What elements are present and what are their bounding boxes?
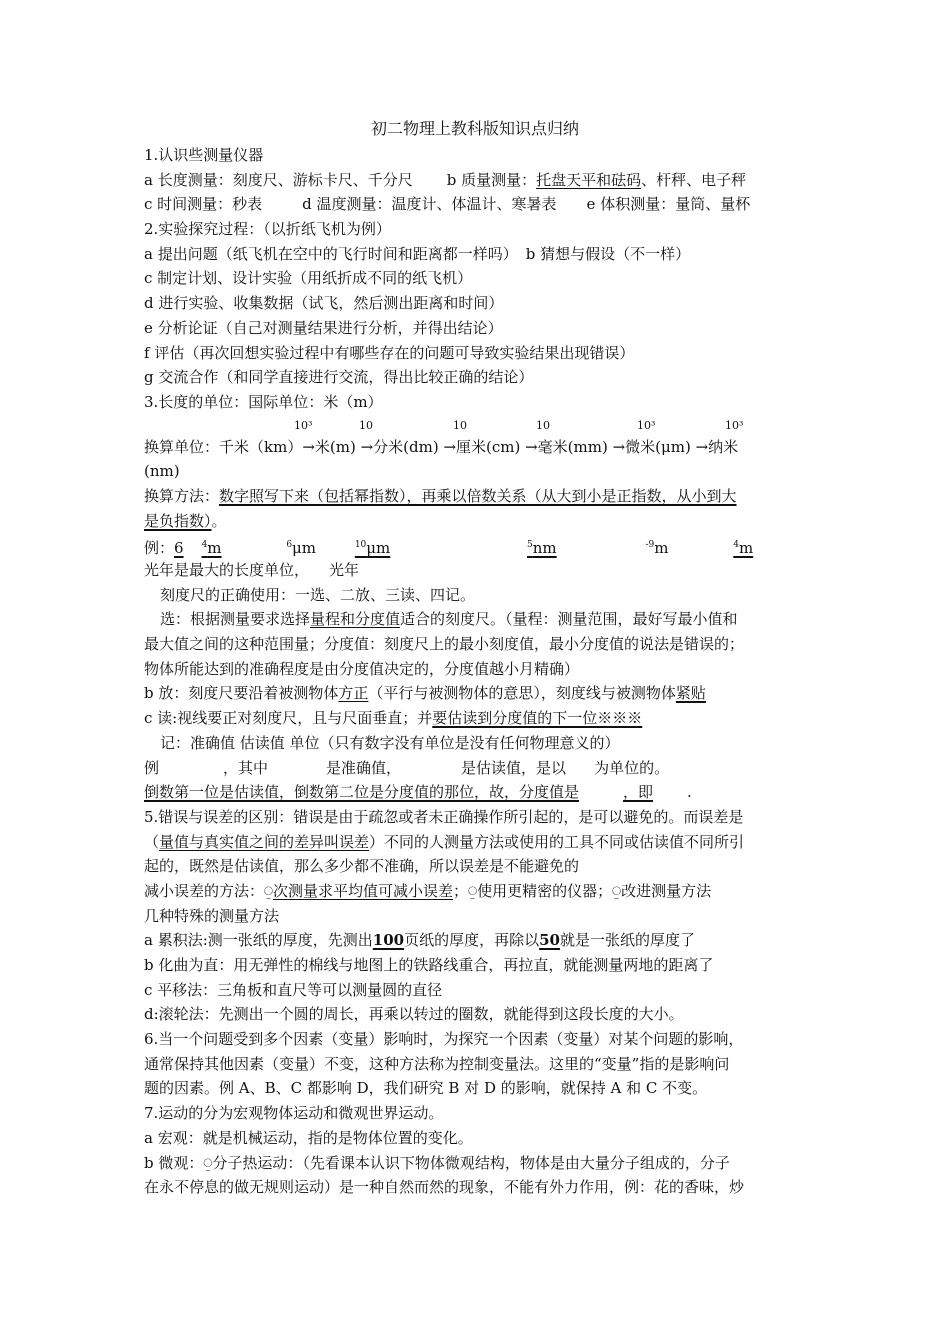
section-7-micro: b 微观：⍜分子热运动：（先看课本认识下物体微观结构，物体是由大量分子组成的，分子 bbox=[144, 1153, 730, 1172]
section-5-line-2: （量值与真实值之间的差异叫误差）不同的人测量方法或使用的工具不同或估读值不同所引 bbox=[144, 832, 745, 851]
lightyear-line: 光年是最大的长度单位， 光年 bbox=[144, 561, 360, 579]
ruler-record: 记：准确值 估读值 单位（只有数字没有单位是没有任何物理意义的） bbox=[160, 733, 620, 752]
factor: 10³ bbox=[294, 418, 313, 432]
section-5-line-1: 5.错误与误差的区别：错误是由于疏忽或者未正确操作所引起的，是可以避免的。而误差是 bbox=[144, 807, 744, 826]
s1-line-cde: c 时间测量：秒表 d 温度测量：温度计、体温计、寒暑表 e 体积测量：量筒、量杯 bbox=[144, 195, 751, 214]
conversion-method: 换算方法：数字照写下来（包括幂指数），再乘以倍数关系（从大到小是正指数，从小到大 bbox=[144, 486, 737, 505]
method-curve-to-straight: b 化曲为直：用无弹性的棉线与地图上的铁路线重合，再拉直，就能测量两地的距离了 bbox=[144, 956, 714, 974]
ruler-select-cont-2: 物体所能达到的准确程度是由分度值决定的，分度值越小月精确） bbox=[144, 659, 580, 678]
ruler-example-explain: 倒数第一位是估读值，倒数第二位是分度值的那位，故，分度值是 ，即 . bbox=[144, 783, 692, 802]
balance-underline: 托盘天平和砝码 bbox=[536, 170, 642, 189]
section-6-line-2: 通常保持其他因素（变量）不变，这种方法称为控制变量法。这里的“变量”指的是影响问 bbox=[144, 1054, 730, 1073]
factor: 10 bbox=[536, 418, 550, 432]
ruler-place: b 放：刻度尺要沿着被测物体方正（平行与被测物体的意思），刻度线与被测物体紧贴 bbox=[144, 684, 706, 703]
conversion-method-cont: 是负指数）。 bbox=[144, 511, 227, 530]
section-7-macro: a 宏观：就是机械运动，指的是物体位置的变化。 bbox=[144, 1128, 473, 1147]
circle-q-icon: ⍜ bbox=[612, 881, 622, 900]
factor: 10 bbox=[359, 418, 373, 432]
s2-line-e: e 分析论证（自己对测量结果进行分析，并得出结论） bbox=[144, 318, 503, 337]
document-body bbox=[144, 143, 810, 1200]
reduce-error-methods: 减小误差的方法：⍜次测量求平均值可减小误差；⍜使用更精密的仪器；⍜改进测量方法 bbox=[144, 881, 712, 900]
ruler-read: c 读:视线要正对刻度尺，且与尺面垂直；并要估读到分度值的下一位※※※ bbox=[144, 709, 643, 728]
circle-q-icon: ⍜ bbox=[203, 1153, 213, 1172]
s1-line-ab: a 长度测量：刻度尺、游标卡尺、千分尺 b 质量测量：托盘天平和砝码、杆秤、电子秤 bbox=[144, 170, 747, 189]
method-accumulate: a 累积法:测一张纸的厚度，先测出100页纸的厚度，再除以50就是一张纸的厚度了 bbox=[144, 931, 695, 950]
ruler-usage: 刻度尺的正确使用：一选、二放、三读、四记。 bbox=[160, 585, 476, 604]
s2-line-d: d 进行实验、收集数据（试飞，然后测出距离和时间） bbox=[144, 294, 504, 313]
method-translate: c 平移法：三角板和直尺等可以测量圆的直径 bbox=[144, 980, 443, 999]
factor: 10³ bbox=[725, 418, 744, 432]
circle-q-icon: ⍜ bbox=[264, 881, 274, 900]
s2-line-ab: a 提出问题（纸飞机在空中的飞行时间和距离都一样吗） b 猜想与假设（不一样） bbox=[144, 244, 691, 263]
ruler-example: 例 ，其中 是准确值， 是估读值，是以 为单位的。 bbox=[144, 758, 670, 777]
section-7-heading: 7.运动的分为宏观物体运动和微观世界运动。 bbox=[144, 1104, 444, 1123]
ruler-select-cont-1: 最大值之间的这种范围量；分度值：刻度尺上的最小刻度值，最小分度值的说法是错误的； bbox=[144, 635, 745, 654]
factor: 10 bbox=[453, 418, 467, 432]
section-3-heading: 3.长度的单位：国际单位：米（m） bbox=[144, 392, 383, 411]
factor: 10³ bbox=[637, 418, 656, 432]
method-roller: d:滚轮法：先测出一个圆的周长，再乘以转过的圈数，就能得到这段长度的大小。 bbox=[144, 1005, 684, 1024]
conversion-factors bbox=[144, 415, 810, 435]
special-methods-heading: 几种特殊的测量方法 bbox=[144, 906, 280, 925]
conversion-examples: 例：6 $^4$m $^6$μm $^{10}$μm $^5$nm $^{-9}$m $^4$m bbox=[144, 539, 754, 558]
s2-line-c: c 制定计划、设计实验（用纸折成不同的纸飞机） bbox=[144, 269, 473, 288]
section-2-heading: 2.实验探究过程：（以折纸飞机为例） bbox=[144, 220, 391, 239]
ruler-select: 选：根据测量要求选择量程和分度值适合的刻度尺。（量程：测量范围，最好写最小值和 bbox=[160, 610, 738, 629]
page-title: 初二物理上教科版知识点归纳 bbox=[370, 119, 579, 138]
section-6-line-1: 6.当一个问题受到多个因素（变量）影响时，为探究一个因素（变量）对某个问题的影响， bbox=[144, 1030, 744, 1049]
conversion-units-tail: (nm) bbox=[144, 462, 180, 481]
section-7-micro-cont: 在永不停息的做无规则运动）是一种自然而然的现象，不能有外力作用，例：花的香味，炒 bbox=[144, 1178, 745, 1197]
s2-line-g: g 交流合作（和同学直接进行交流，得出比较正确的结论） bbox=[144, 368, 534, 387]
section-5-line-3: 起的，既然是估读值，那么多少都不准确，所以误差是不能避免的 bbox=[144, 857, 580, 876]
section-1-heading: 1.认识些测量仪器 bbox=[144, 146, 264, 164]
s2-line-f: f 评估（再次回想实验过程中有哪些存在的问题可导致实验结果出现错误） bbox=[144, 343, 635, 362]
circle-q-icon: ⍜ bbox=[468, 881, 478, 900]
conversion-units-line: 换算单位：千米（km）→米(m) →分米(dm) →厘米(cm) →毫米(mm) →微米(μm) →纳米 bbox=[144, 437, 739, 456]
section-6-line-3: 题的因素。例 A、B、C 都影响 D，我们研究 B 对 D 的影响，就保持 A 和 C 不变。 bbox=[144, 1079, 708, 1098]
